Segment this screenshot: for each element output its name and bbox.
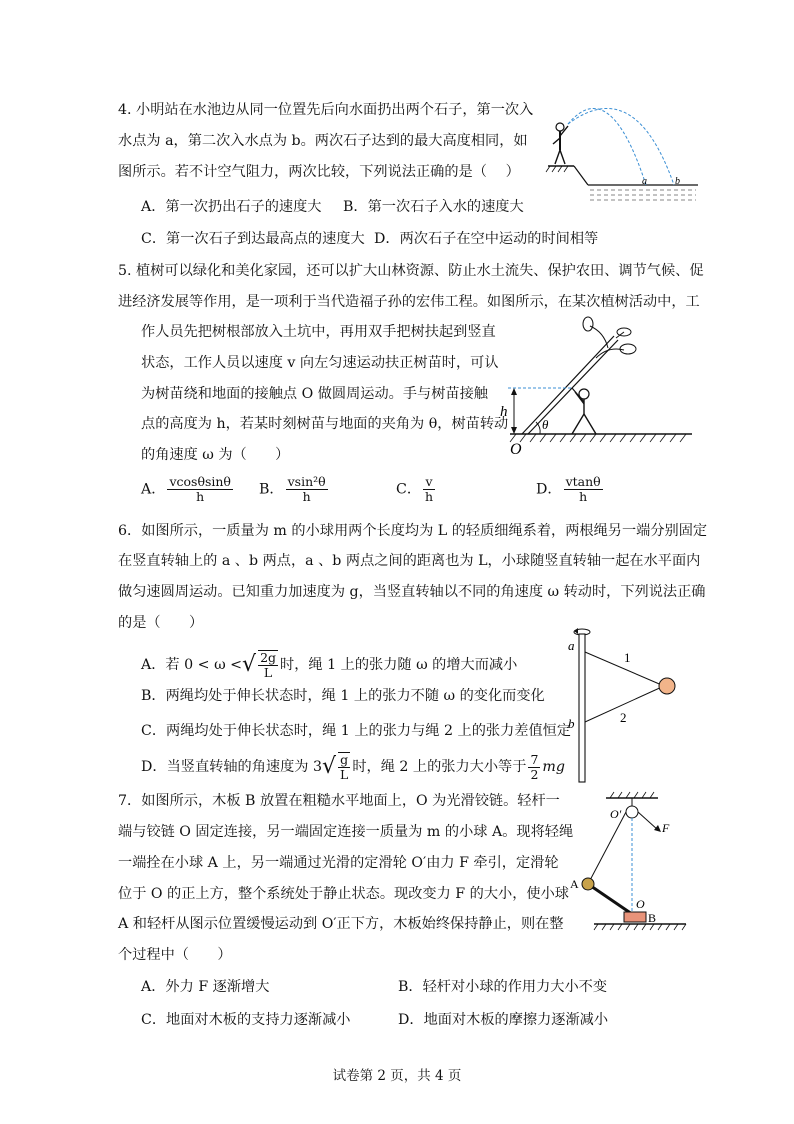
q5-fig-label-o: O [510,441,522,458]
q5-option-a: A． $\frac{vcos\theta\sin\theta}{h}$ [141,474,231,504]
q5-option-c-fraction: $\frac{v}{h}$ [425,474,434,504]
q7-line1: 7．如图所示，木板 B 放置在粗糙水平地面上，O 为光滑铰链。轻杆一 [118,793,560,809]
q6-fig-label-a: a [568,638,575,653]
q6-option-d: D．当竖直转轴的角速度为 3√ $\frac{g}{L}$ 时，绳 2 上的张力大小等于 $\frac{7}{2}$ mg [141,751,565,782]
q6-line2: 在竖直转轴上的 a 、b 两点，a 、b 两点之间的距离也为 L，小球随竖直转轴一起在水平面内 [118,553,701,569]
q6-line3: 做匀速圆周运动。已知重力加速度为 g，当竖直转轴以不同的角速度 ω 转动时，下列说法正确 [118,584,706,600]
q5-option-a-fraction: $\frac{vcos\theta\sin\theta}{h}$ [169,474,231,504]
q7-pulley-rod-figure [566,790,696,938]
q5-line5: 为树苗绕和地面的接触点 O 做圆周运动。手与树苗接触 [141,386,488,402]
q5-line2: 进经济发展等作用，是一项利于当代造福子孙的宏伟工程。如图所示，在某次植树活动中，工 [118,294,700,310]
q7-line2: 端与铰链 O 固定连接，另一端固定连接一质量为 m 的小球 A。现将轻绳 [118,824,574,840]
q6-line4: 的是（ ） [118,615,204,631]
q5-line7: 的角速度 ω 为（ ） [141,447,290,463]
q7-option-d: D．地面对木板的摩擦力逐渐减小 [398,1012,609,1028]
q7-option-c: C．地面对木板的支持力逐渐减小 [141,1012,351,1028]
q5-tree-planting-figure [496,316,696,460]
q4-line1: 4. 小明站在水池边从同一位置先后向水面扔出两个石子，第一次入 [118,102,534,118]
q6-option-c: C．两绳均处于伸长状态时，绳 1 上的张力与绳 2 上的张力差值恒定 [141,723,572,739]
q6-fig-label-rope-1: 1 [624,650,631,665]
q7-fig-label-o-prime: O′ [610,807,622,821]
q7-line3: 一端拴在小球 A 上，另一端通过光滑的定滑轮 O′由力 F 牵引，定滑轮 [118,855,559,871]
q7-fig-label-o: O [636,897,645,911]
q7-option-a: A．外力 F 逐渐增大 [141,979,270,995]
q5-fig-label-h: h [500,404,508,420]
q5-line3: 作人员先把树根部放入土坑中，再用双手把树扶起到竖直 [141,324,496,340]
q7-fig-label-a: A [570,877,579,891]
q4-option-b: B．第一次石子入水的速度大 [343,199,524,215]
q7-option-b: B．轻杆对小球的作用力大小不变 [398,979,608,995]
q6-fig-label-b: b [568,716,575,731]
page-footer: 试卷第 2 页，共 4 页 [332,1068,462,1084]
q4-option-c: C．第一次石子到达最高点的速度大 [141,231,365,247]
q6-option-d-fraction: $\frac{7}{2}$ [530,751,539,782]
q5-option-d: D． $\frac{vtan\theta}{h}$ [536,474,601,504]
q5-line4: 状态，工作人员以速度 v 向左匀速运动扶正树苗时，可认 [141,355,499,371]
q5-option-b: B． $\frac{\text{vsin²θ}}{h}$ [259,474,326,504]
q5-option-c: C． $\frac{v}{h}$ [396,474,434,504]
q5-option-d-fraction: $\frac{vtan\theta}{h}$ [565,474,601,504]
q5-line1: 5. 植树可以绿化和美化家园，还可以扩大山林资源、防止水土流失、保护农田、调节气候、促 [118,263,704,279]
q6-fig-label-rope-2: 2 [620,710,627,725]
q4-line2: 水点为 a，第二次入水点为 b。两次石子达到的最大高度相同，如 [118,133,528,149]
q4-stone-throw-figure [540,92,700,212]
q6-option-a: A．若 0 < ω <√ $\frac{2g}{L}$ 时，绳 1 上的张力随 ω 的增大而减小 [141,650,518,680]
q4-option-d: D．两次石子在空中运动的时间相等 [374,231,599,247]
q7-line4: 位于 O 的正上方，整个系统处于静止状态。现改变力 F 的大小，使小球 [118,886,569,902]
q4-fig-label-b: b [675,176,680,187]
q7-line5: A 和轻杆从图示位置缓慢运动到 O′正下方，木板始终保持静止，则在整 [118,916,564,932]
q6-rotating-axis-figure [560,622,700,784]
q5-fig-label-theta: θ [542,417,549,432]
q5-option-b-fraction: $\frac{\text{vsin²θ}}{h}$ [287,474,326,504]
q7-fig-label-f: F [662,821,670,835]
q4-fig-label-a: a [642,176,647,187]
q4-line3: 图所示。若不计空气阻力，两次比较，下列说法正确的是（ ） [118,164,520,180]
q6-option-a-fraction: $\frac{2g}{L}$ [260,650,277,680]
q7-fig-label-b: B [648,911,657,925]
q6-line1: 6．如图所示，一质量为 m 的小球用两个长度均为 L 的轻质细绳系着，两根绳另一端分别固定 [118,523,708,539]
q5-line6: 点的高度为 h，若某时刻树苗与地面的夹角为 θ，树苗转动 [141,416,509,432]
q7-line6: 个过程中（ ） [118,947,232,963]
q6-option-d-sqrt-fraction: $\frac{g}{L}$ [340,752,349,782]
q6-option-b: B．两绳均处于伸长状态时，绳 1 上的张力不随 ω 的变化而变化 [141,688,545,704]
q4-option-a: A．第一次扔出石子的速度大 [141,199,322,215]
